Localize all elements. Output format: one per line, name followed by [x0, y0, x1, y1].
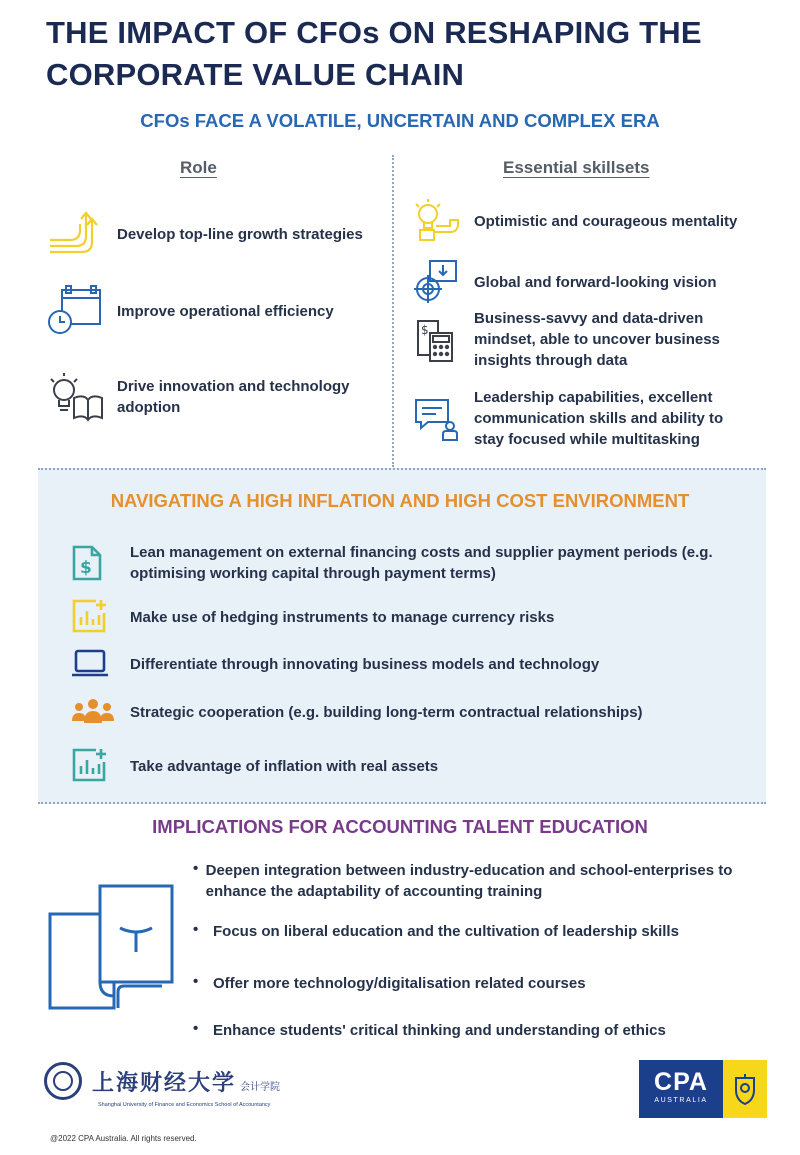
copyright-footer: @2022 CPA Australia. All rights reserved.: [50, 1134, 197, 1143]
target-download-icon: [412, 256, 468, 308]
implication-text: Deepen integration between industry-education and school-enterprises to enhance the adaptability of accounting training: [205, 862, 733, 900]
sufe-logo: [44, 1062, 280, 1100]
laptop-icon: [70, 644, 118, 684]
university-english-name: Shanghai University of Finance and Economics School of Accountancy: [98, 1102, 271, 1108]
skill-item: [412, 195, 754, 247]
svg-text:$: $: [80, 558, 92, 578]
role-text: Develop top-line growth strategies: [117, 225, 363, 243]
skill-text: Global and forward-looking vision: [474, 273, 717, 291]
bar-chart-plus-teal-icon: [70, 746, 118, 786]
skill-item: [412, 308, 754, 371]
svg-text:$: $: [421, 322, 429, 337]
skill-item: [412, 387, 754, 450]
lightbulb-hand-icon: [412, 195, 468, 247]
skill-item: [412, 256, 754, 308]
cpa-crest-icon: [723, 1060, 767, 1118]
bullet-marker: •: [193, 860, 199, 877]
cpa-australia-logo: [639, 1060, 723, 1118]
navigating-item: [70, 692, 740, 732]
university-seal-icon: [44, 1062, 82, 1100]
role-text: Drive innovation and technology adoption: [117, 378, 350, 416]
skill-text: Leadership capabilities, excellent communication skills and ability to stay focused while multitasking: [474, 389, 724, 448]
title-line-1: THE IMPACT OF CFOs ON RESHAPING THE: [46, 15, 702, 50]
role-item: [46, 207, 387, 261]
cpa-logo-subtext: AUSTRALIA: [654, 1097, 708, 1104]
navigating-text: Lean management on external financing costs and supplier payment periods (e.g. optimising working capital through payment terms): [130, 544, 713, 582]
skills-heading: Essential skillsets: [503, 158, 650, 177]
bullet-marker: •: [193, 921, 199, 938]
navigating-text: Take advantage of inflation with real assets: [130, 757, 439, 775]
navigating-text: Differentiate through innovating business models and technology: [130, 655, 600, 673]
university-chinese-name: 上海财经大学 会计学院: [92, 1069, 281, 1096]
role-item: [46, 284, 387, 338]
bar-chart-plus-icon: [70, 597, 118, 637]
implication-text: Focus on liberal education and the cultivation of leadership skills: [213, 923, 679, 940]
column-divider: [392, 155, 394, 467]
implication-item: [193, 1020, 753, 1041]
calculator-document-icon: [412, 314, 468, 366]
navigating-text: Make use of hedging instruments to manage currency risks: [130, 608, 555, 626]
calendar-clock-icon: [46, 284, 108, 338]
dollar-document-icon: [70, 543, 118, 583]
lightbulb-book-icon: [46, 370, 108, 424]
implications-title: IMPLICATIONS FOR ACCOUNTING TALENT EDUCATION: [152, 816, 648, 837]
bullet-marker: •: [193, 1020, 199, 1037]
page-title: [46, 12, 766, 96]
section-subtitle: CFOs FACE A VOLATILE, UNCERTAIN AND COMPLEX ERA: [140, 110, 660, 131]
implication-item: [193, 860, 753, 902]
implication-item: [193, 973, 753, 994]
title-line-2: CORPORATE VALUE CHAIN: [46, 57, 465, 92]
people-group-icon: [70, 692, 118, 732]
role-text: Improve operational efficiency: [117, 302, 334, 320]
implication-text: Enhance students' critical thinking and understanding of ethics: [213, 1022, 666, 1039]
bullet-marker: •: [193, 973, 199, 990]
role-item: [46, 370, 387, 424]
presenter-board-icon: [412, 393, 468, 445]
navigating-title: NAVIGATING A HIGH INFLATION AND HIGH COST ENVIRONMENT: [110, 490, 690, 511]
navigating-item: [70, 597, 740, 637]
navigating-item: [70, 644, 740, 684]
implication-text: Offer more technology/digitalisation related courses: [213, 975, 586, 992]
implication-item: [193, 921, 753, 942]
skill-text: Optimistic and courageous mentality: [474, 212, 738, 230]
navigating-item: [70, 746, 740, 786]
navigating-item: [70, 542, 740, 584]
growth-arrows-icon: [46, 207, 108, 261]
open-book-icon: [44, 880, 176, 1019]
role-heading: Role: [180, 158, 217, 177]
skill-text: Business-savvy and data-driven mindset, able to uncover business insights through data: [474, 310, 720, 369]
navigating-text: Strategic cooperation (e.g. building long-term contractual relationships): [130, 703, 643, 721]
cpa-logo-text: CPA: [654, 1068, 708, 1096]
